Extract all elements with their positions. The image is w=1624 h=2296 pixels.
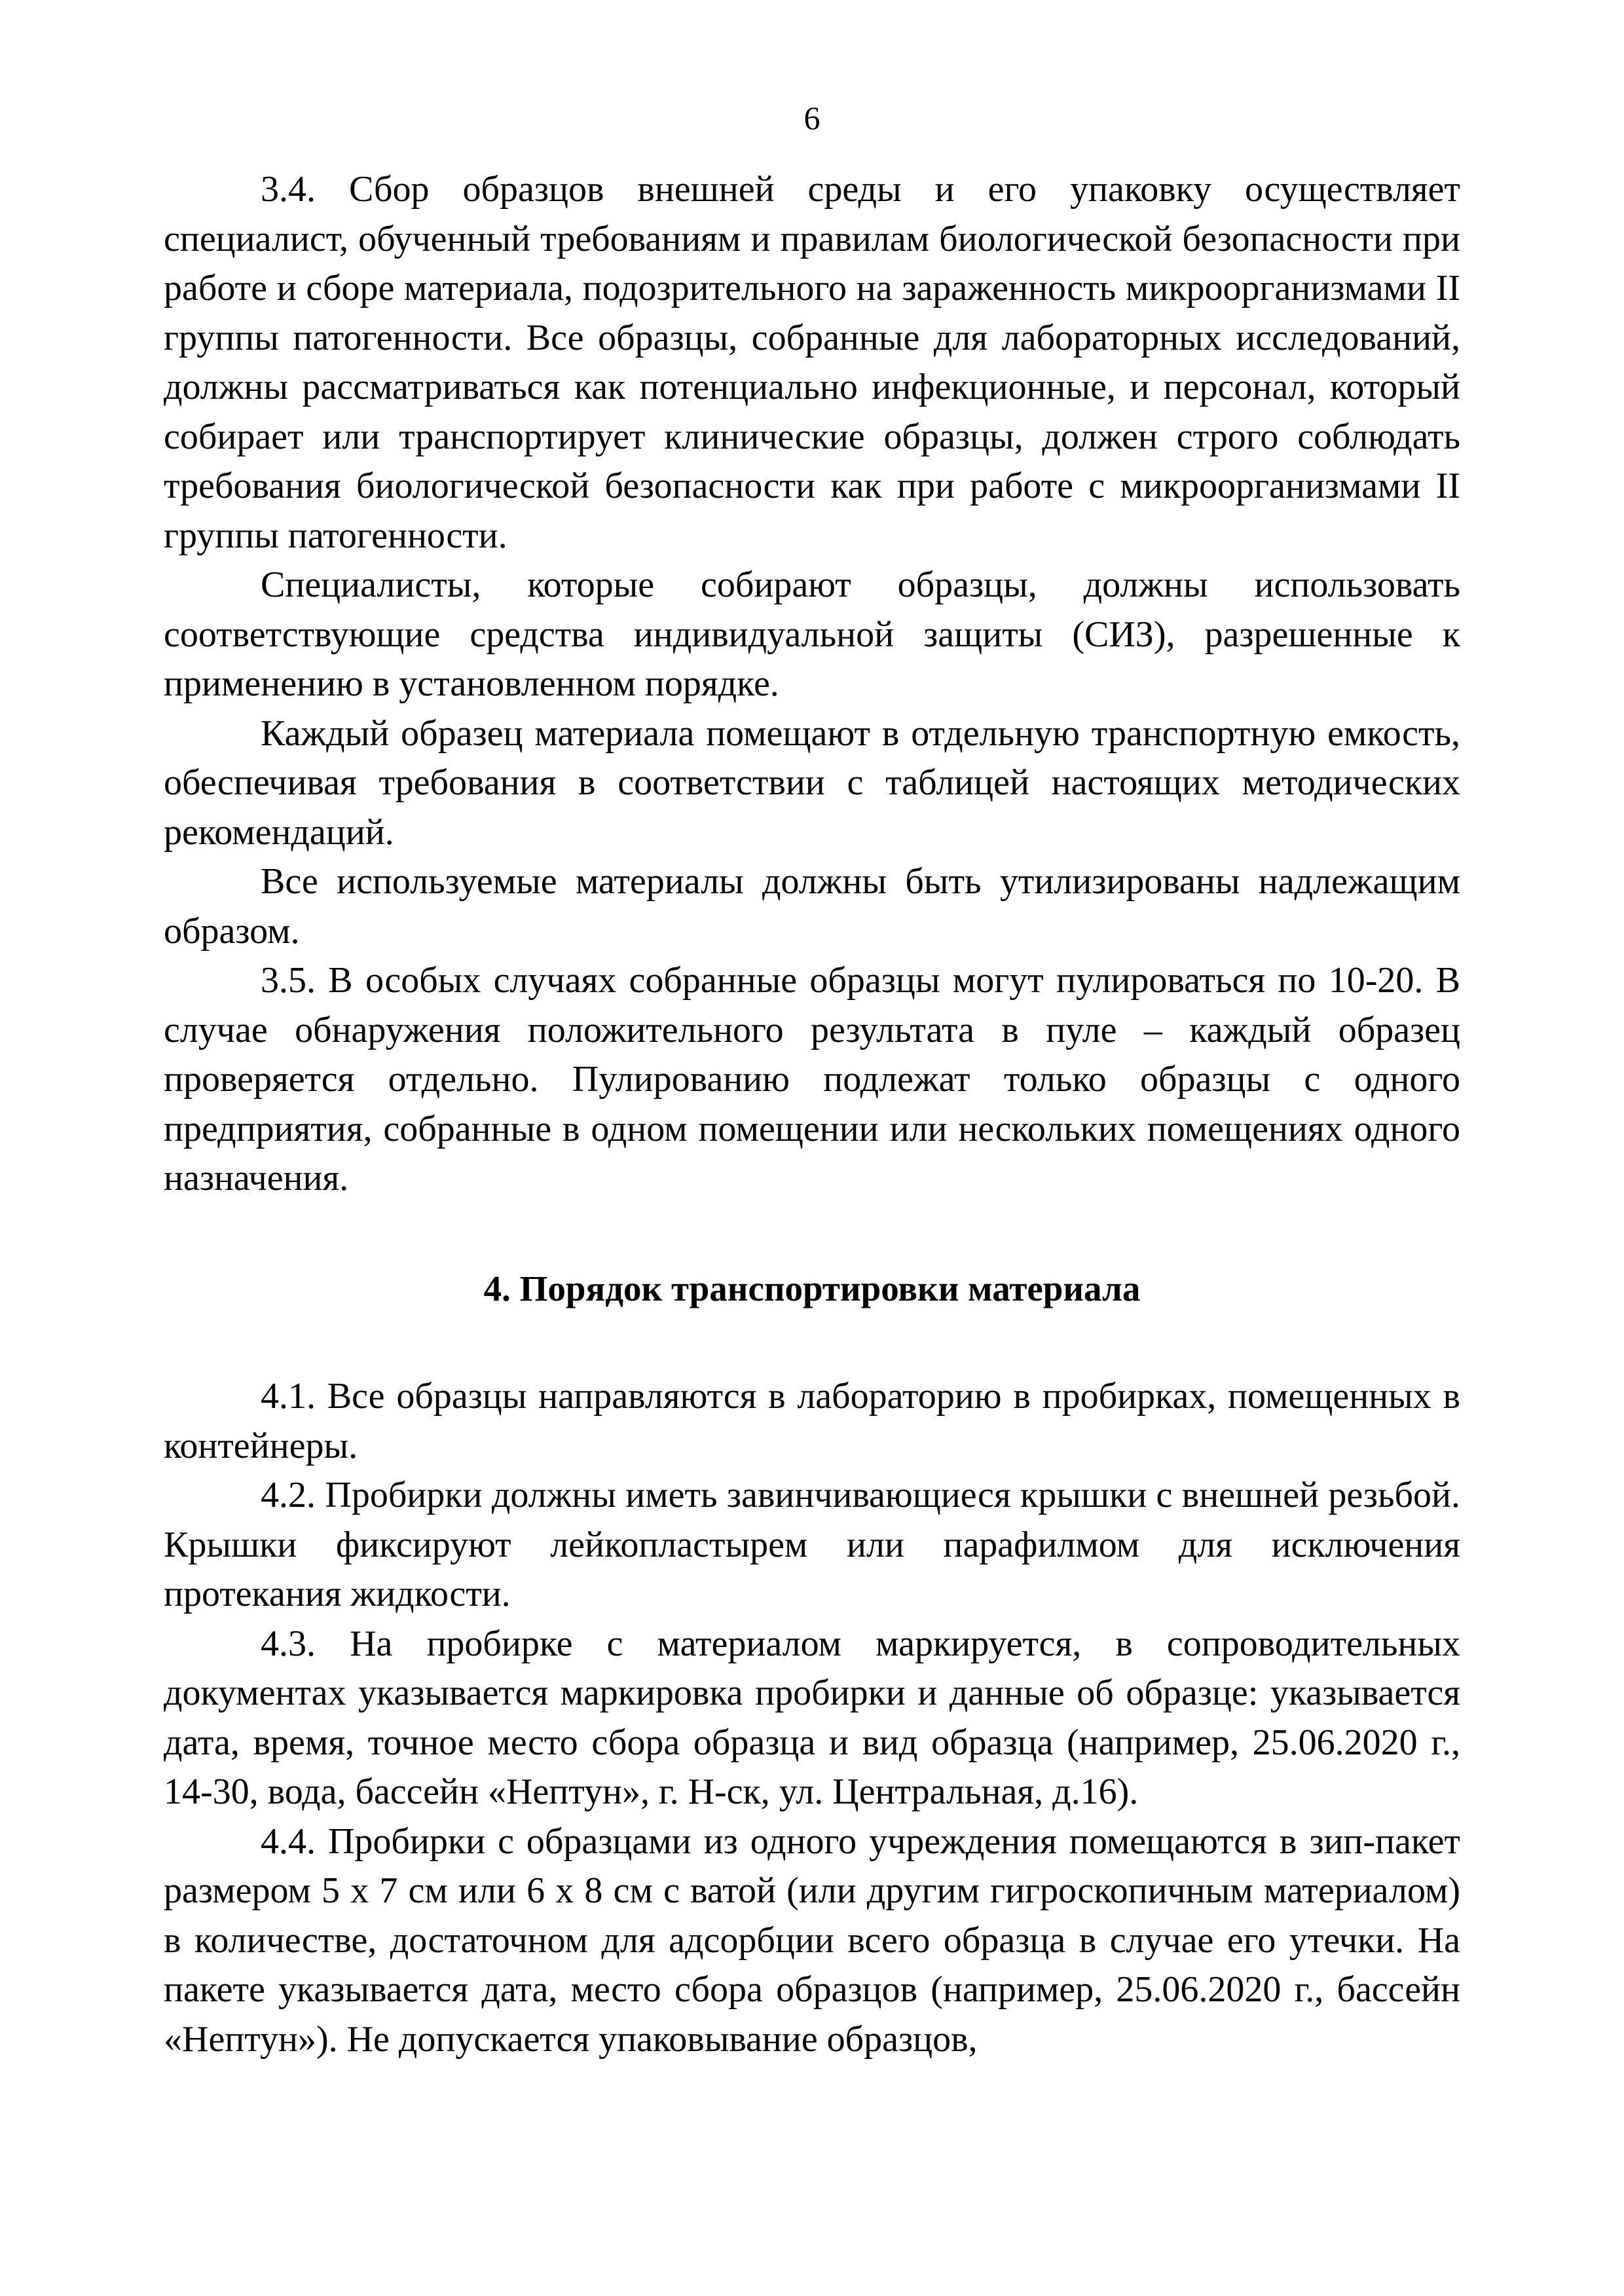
paragraph-4-4: 4.4. Пробирки с образцами из одного учреждения помещаются в зип-пакет размером 5 х 7 см или 6 х 8 см с ватой (или другим гигроскопичным материалом) в количестве, достаточном для адсорбции всего образца в случае его утечки. На пакете указывается дата, место сбора образцов (например, 25.06.2020 г., бассейн «Нептун»). Не допускается упаковывание образцов, — [164, 1821, 1460, 2060]
paragraph-3-5: 3.5. В особых случаях собранные образцы могут пулироваться по 10-20. В случае обнаружения положительного результата в пуле – каждый образец проверяется отдельно. Пулированию подлежат только образцы с одного предприятия, собранные в одном помещении или нескольких помещениях одного назначения. — [164, 960, 1460, 1198]
paragraph-container: Каждый образец материала помещают в отдельную транспортную емкость, обеспечивая требования в соответствии с таблицей настоящих методических рекомендаций. — [164, 713, 1460, 853]
paragraph-3-4: 3.4. Сбор образцов внешней среды и его упаковку осуществляет специалист, обученный требованиям и правилам биологической безопасности при работе и сборе материала, подозрительного на зараженность микроорганизмами II группы патогенности. Все образцы, собранные для лабораторных исследований, должны рассматриваться как потенциально инфекционные, и персонал, который собирает или транспортирует клинические образцы, должен строго соблюдать требования биологической безопасности как при работе с микроорганизмами II группы патогенности. — [164, 169, 1460, 556]
paragraph-ppe: Специалисты, которые собирают образцы, должны использовать соответствующие средства индивидуальной защиты (СИЗ), разрешенные к применению в установленном порядке. — [164, 565, 1460, 704]
paragraph-4-2: 4.2. Пробирки должны иметь завинчивающиеся крышки с внешней резьбой. Крышки фиксируют лейкопластырем или парафилмом для исключения протекания жидкости. — [164, 1475, 1460, 1614]
section-heading: 4. Порядок транспортировки материала — [483, 1268, 1141, 1308]
document-body — [164, 165, 1460, 2064]
page-number: 6 — [803, 100, 821, 136]
paragraph-4-1: 4.1. Все образцы направляются в лабораторию в пробирках, помещенных в контейнеры. — [164, 1376, 1460, 1466]
paragraph-disposal: Все используемые материалы должны быть утилизированы надлежащим образом. — [164, 861, 1460, 952]
paragraph-4-3: 4.3. На пробирке с материалом маркируется, в сопроводительных документах указывается маркировка пробирки и данные об образце: указывается дата, время, точное место сбора образца и вид образца (например, 25.06.2020 г., 14-30, вода, бассейн «Нептун», г. Н-ск, ул. Центральная, д.16). — [164, 1623, 1460, 1812]
